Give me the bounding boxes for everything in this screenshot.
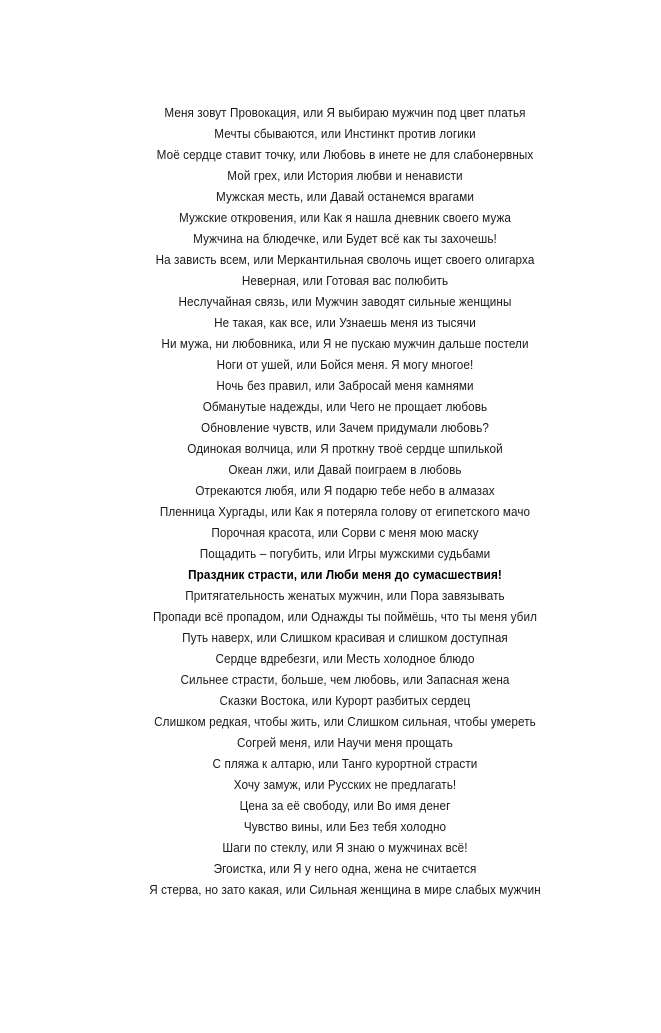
book-title: Цена за её свободу, или Во имя денег bbox=[239, 798, 451, 813]
book-title: Пленница Хургады, или Как я потеряла голову от египетского мачо bbox=[159, 504, 531, 519]
book-title: Не такая, как все, или Узнаешь меня из тысячи bbox=[214, 315, 476, 330]
book-title: Согрей меня, или Научи меня прощать bbox=[236, 735, 453, 750]
book-title: Обманутые надежды, или Чего не прощает любовь bbox=[202, 399, 488, 414]
book-title: Притягательность женатых мужчин, или Пора завязывать bbox=[185, 588, 505, 603]
book-title: Я стерва, но зато какая, или Сильная женщина в мире слабых мужчин bbox=[149, 882, 541, 897]
book-title: Мой грех, или История любви и ненависти bbox=[227, 168, 463, 183]
book-title-list bbox=[0, 102, 661, 900]
book-title: Отрекаются любя, или Я подарю тебе небо в алмазах bbox=[195, 483, 495, 498]
book-title: Шаги по стеклу, или Я знаю о мужчинах всё! bbox=[222, 840, 468, 855]
book-title: Мужская месть, или Давай останемся врагами bbox=[216, 189, 474, 204]
book-title: Сердце вдребезги, или Месть холодное блюдо bbox=[215, 651, 475, 666]
book-title: Мечты сбываются, или Инстинкт против логики bbox=[214, 126, 476, 141]
book-title: Обновление чувств, или Зачем придумали любовь? bbox=[201, 420, 489, 435]
book-title: Ночь без правил, или Забросай меня камнями bbox=[216, 378, 474, 393]
book-title-highlighted: Праздник страсти, или Люби меня до сумасшествия! bbox=[188, 567, 502, 582]
book-title: Неверная, или Готовая вас полюбить bbox=[241, 273, 449, 288]
book-title: Хочу замуж, или Русских не предлагать! bbox=[233, 777, 457, 792]
book-title: Чувство вины, или Без тебя холодно bbox=[243, 819, 447, 834]
book-title: Порочная красота, или Сорви с меня мою маску bbox=[211, 525, 479, 540]
book-title: Мужчина на блюдечке, или Будет всё как ты захочешь! bbox=[193, 231, 497, 246]
book-title: Ноги от ушей, или Бойся меня. Я могу многое! bbox=[216, 357, 474, 372]
book-title: Сильнее страсти, больше, чем любовь, или Запасная жена bbox=[180, 672, 510, 687]
book-title: Меня зовут Провокация, или Я выбираю мужчин под цвет платья bbox=[164, 105, 526, 120]
book-title: Пощадить – погубить, или Игры мужскими судьбами bbox=[199, 546, 491, 561]
book-title: Пропади всё пропадом, или Однажды ты поймёшь, что ты меня убил bbox=[152, 609, 537, 624]
book-title: С пляжа к алтарю, или Танго курортной страсти bbox=[212, 756, 478, 771]
book-title: Сказки Востока, или Курорт разбитых сердец bbox=[219, 693, 471, 708]
book-title: Слишком редкая, чтобы жить, или Слишком сильная, чтобы умереть bbox=[154, 714, 536, 729]
book-title: Мужские откровения, или Как я нашла дневник своего мужа bbox=[178, 210, 512, 225]
book-title: Моё сердце ставит точку, или Любовь в инете не для слабонервных bbox=[156, 147, 534, 162]
book-title: Путь наверх, или Слишком красивая и слишком доступная bbox=[182, 630, 508, 645]
book-title: Океан лжи, или Давай поиграем в любовь bbox=[228, 462, 462, 477]
book-title: Ни мужа, ни любовника, или Я не пускаю мужчин дальше постели bbox=[161, 336, 529, 351]
book-title: Эгоистка, или Я у него одна, жена не считается bbox=[213, 861, 477, 876]
book-title: Неслучайная связь, или Мужчин заводят сильные женщины bbox=[178, 294, 512, 309]
book-title: На зависть всем, или Меркантильная сволочь ищет своего олигарха bbox=[155, 252, 535, 267]
book-title: Одинокая волчица, или Я проткну твоё сердце шпилькой bbox=[187, 441, 503, 456]
